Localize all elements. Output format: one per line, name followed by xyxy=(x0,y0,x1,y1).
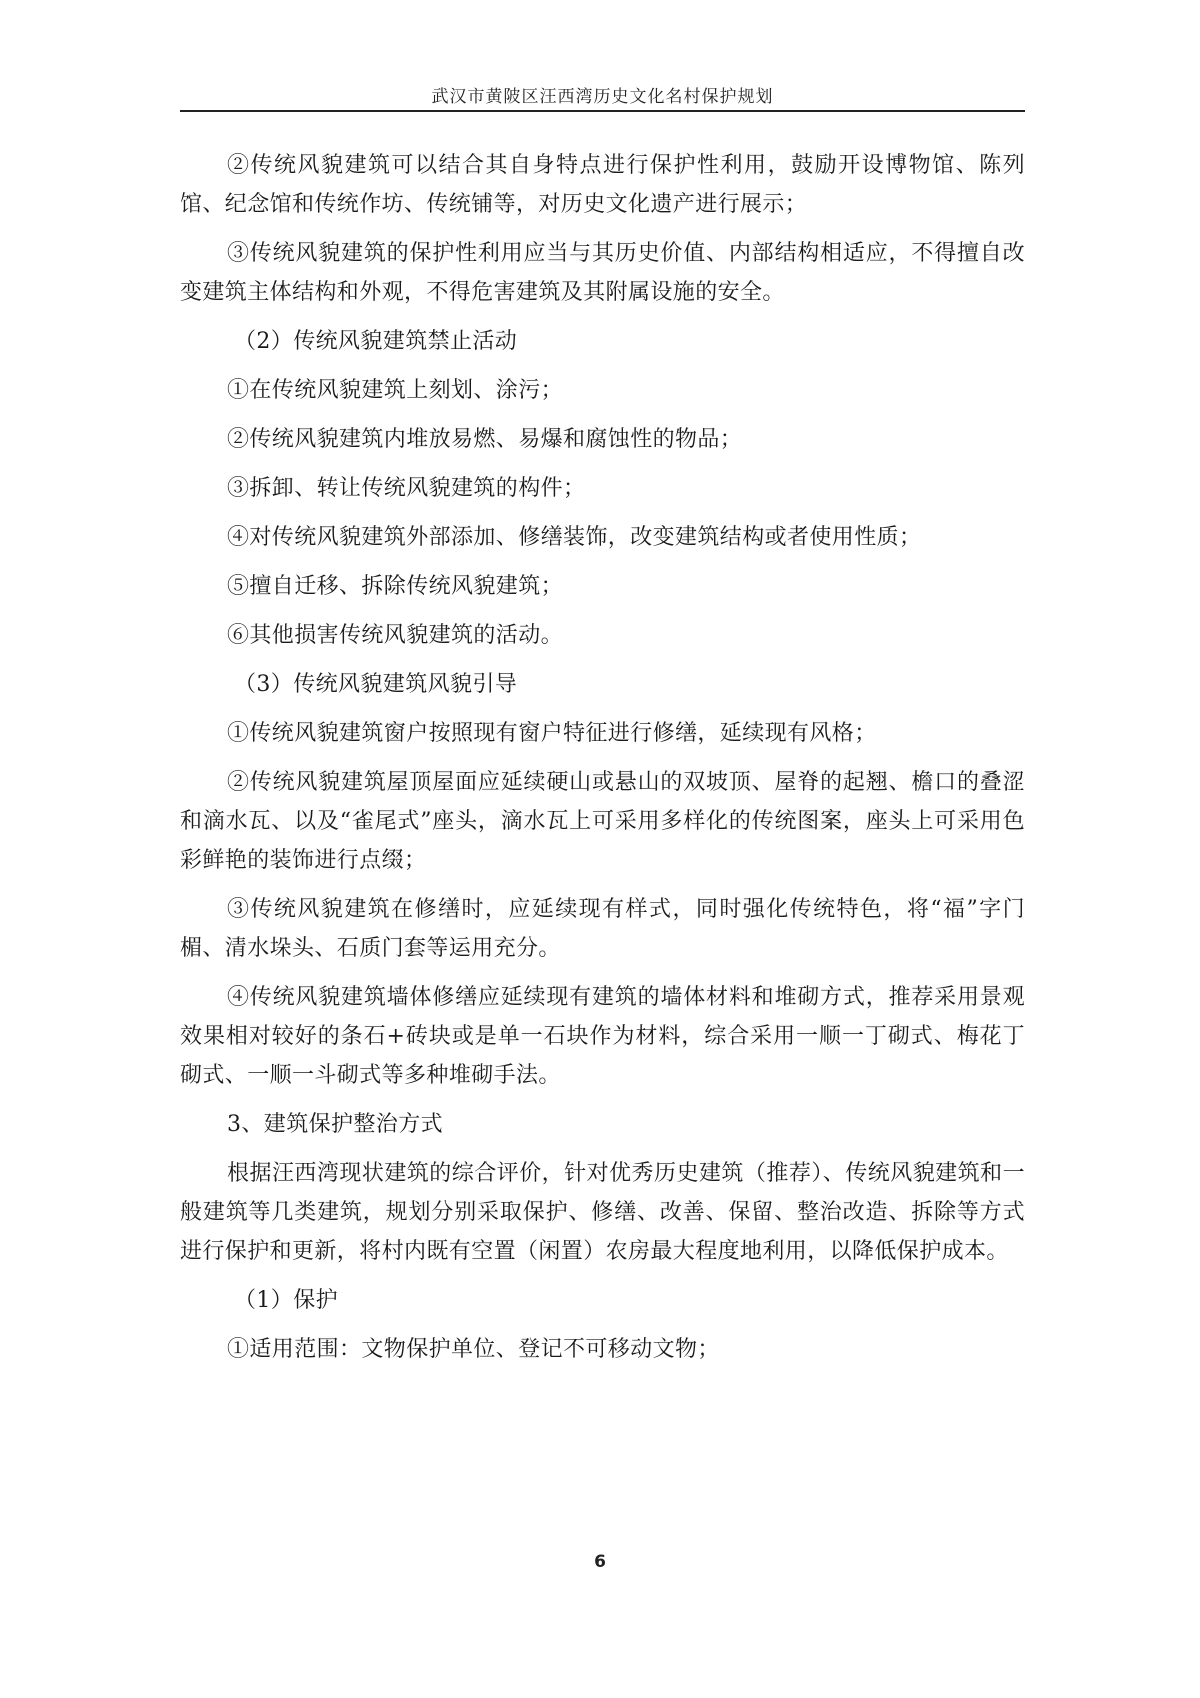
header-divider xyxy=(180,110,1025,112)
list-item: ④传统风貌建筑墙体修缮应延续现有建筑的墙体材料和堆砌方式，推荐采用景观效果相对较好的条石+砖块或是单一石块作为材料，综合采用一顺一丁砌式、梅花丁砌式、一顺一斗砌式等多种堆砌手法。 xyxy=(180,985,1025,1088)
list-item: ④对传统风貌建筑外部添加、修缮装饰，改变建筑结构或者使用性质； xyxy=(227,525,922,550)
section-heading: （1）保护 xyxy=(234,1288,338,1313)
paragraph: ②传统风貌建筑可以结合其自身特点进行保护性利用，鼓励开设博物馆、陈列馆、纪念馆和传统作坊、传统铺等，对历史文化遗产进行展示； xyxy=(180,153,1025,217)
paragraph: ③传统风貌建筑的保护性利用应当与其历史价值、内部结构相适应，不得擅自改变建筑主体结构和外观，不得危害建筑及其附属设施的安全。 xyxy=(180,241,1025,305)
body-text xyxy=(180,146,1025,1379)
page-number: 6 xyxy=(594,1552,606,1572)
paragraph: 根据汪西湾现状建筑的综合评价，针对优秀历史建筑（推荐）、传统风貌建筑和一般建筑等几类建筑，规划分别采取保护、修缮、改善、保留、整治改造、拆除等方式进行保护和更新，将村内既有空置（闲置）农房最大程度地利用，以降低保护成本。 xyxy=(180,1161,1025,1264)
list-item: ⑥其他损害传统风貌建筑的活动。 xyxy=(227,623,564,648)
list-item: ①适用范围：文物保护单位、登记不可移动文物； xyxy=(227,1337,720,1362)
section-heading: （3）传统风貌建筑风貌引导 xyxy=(234,672,518,697)
section-heading: （2）传统风貌建筑禁止活动 xyxy=(234,329,518,354)
list-item: ①在传统风貌建筑上刻划、涂污； xyxy=(227,378,564,403)
list-item: ⑤擅自迁移、拆除传统风貌建筑； xyxy=(227,574,564,599)
list-item: ①传统风貌建筑窗户按照现有窗户特征进行修缮，延续现有风格； xyxy=(227,721,877,746)
list-item: ②传统风貌建筑屋顶屋面应延续硬山或悬山的双坡顶、屋脊的起翘、檐口的叠涩和滴水瓦、以及“雀尾式”座头，滴水瓦上可采用多样化的传统图案，座头上可采用色彩鲜艳的装饰进行点缀； xyxy=(180,770,1025,873)
section-heading: 3、建筑保护整治方式 xyxy=(227,1112,443,1137)
running-header: 武汉市黄陂区汪西湾历史文化名村保护规划 xyxy=(431,87,774,107)
list-item: ③传统风貌建筑在修缮时，应延续现有样式，同时强化传统特色，将“福”字门楣、清水垛头、石质门套等运用充分。 xyxy=(180,897,1025,961)
list-item: ②传统风貌建筑内堆放易燃、易爆和腐蚀性的物品； xyxy=(227,427,743,452)
list-item: ③拆卸、转让传统风貌建筑的构件； xyxy=(227,476,586,501)
